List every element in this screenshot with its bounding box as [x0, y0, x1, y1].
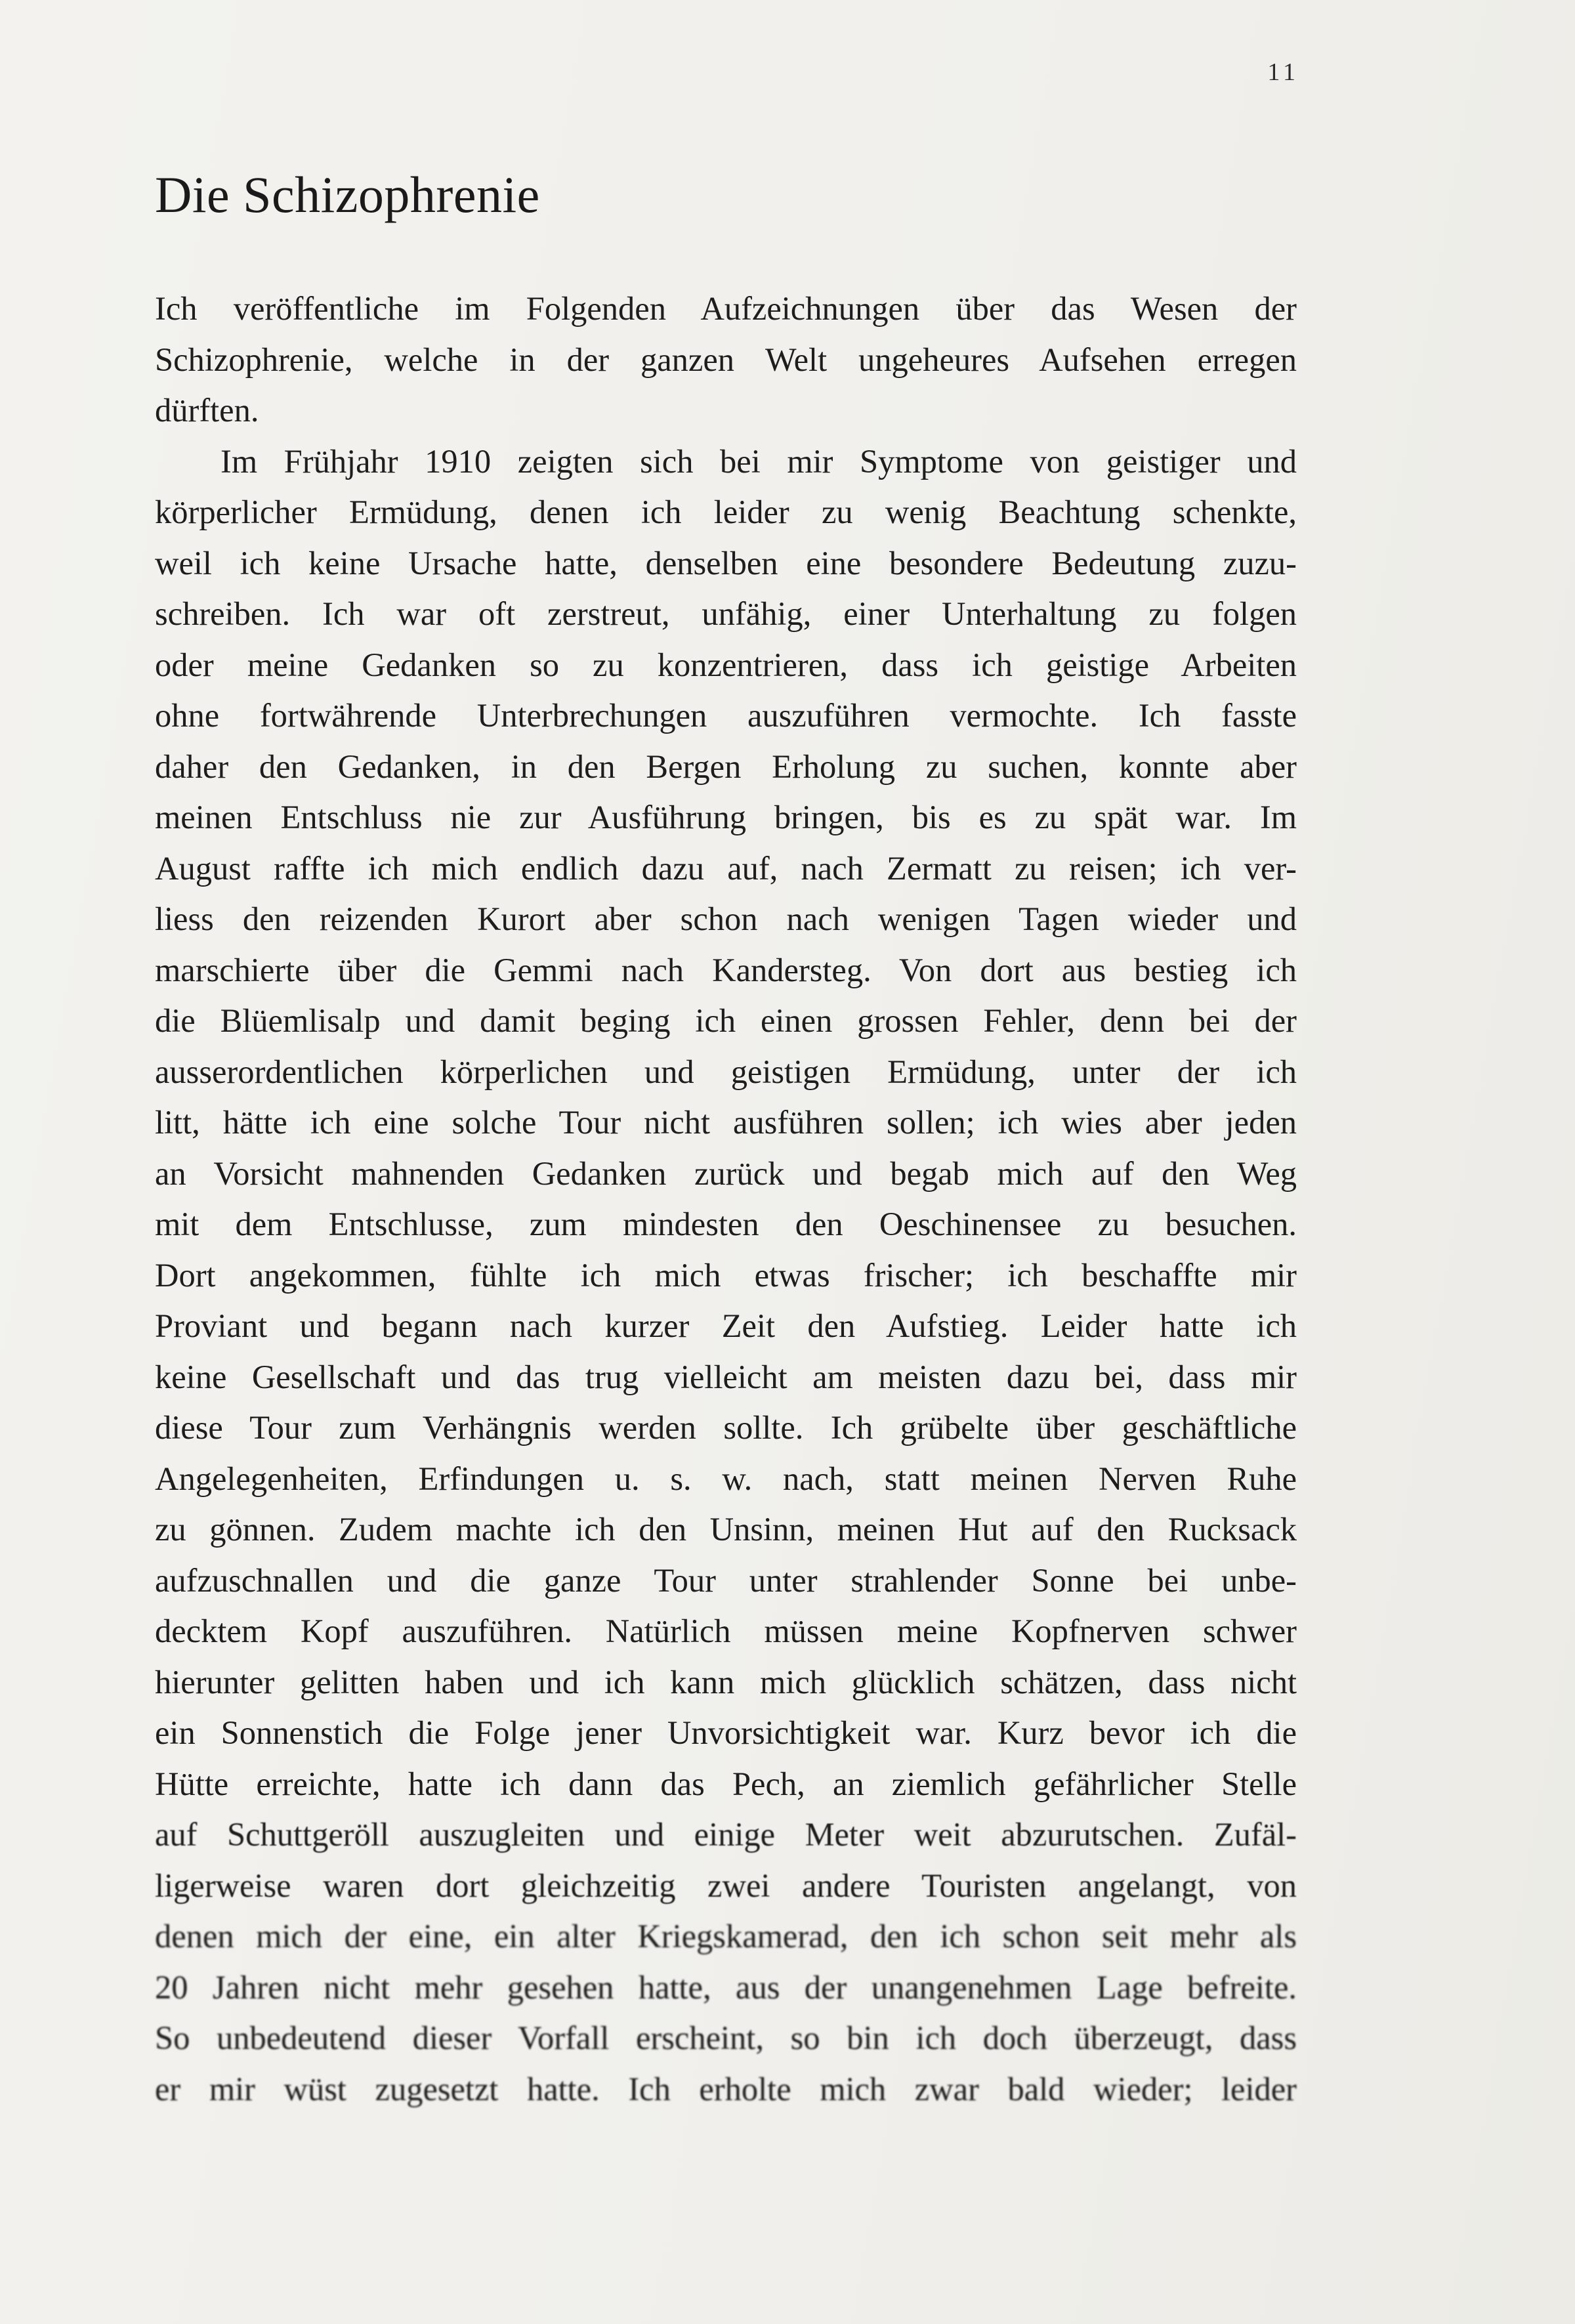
text-line: meinen Entschluss nie zur Ausführung bringen, bis es zu spät war. Im [155, 799, 1297, 835]
text-line: ausserordentlichen körperlichen und geistigen Ermüdung, unter der ich [155, 1053, 1297, 1090]
text-line: liess den reizenden Kurort aber schon nach wenigen Tagen wieder und [155, 900, 1297, 937]
page-number: 11 [1267, 58, 1299, 86]
text-line: Proviant und begann nach kurzer Zeit den Aufstieg. Leider hatte ich [155, 1307, 1297, 1344]
text-line: ligerweise waren dort gleichzeitig zwei andere Touristen angelangt, von [155, 1867, 1297, 1904]
text-line: ein Sonnenstich die Folge jener Unvorsichtigkeit war. Kurz bevor ich die [155, 1714, 1297, 1751]
text-line: daher den Gedanken, in den Bergen Erholung zu suchen, konnte aber [155, 748, 1297, 785]
text-line: die Blüemlisalp und damit beging ich einen grossen Fehler, denn bei der [155, 1002, 1297, 1039]
text-line: oder meine Gedanken so zu konzentrieren, dass ich geistige Arbeiten [155, 646, 1297, 683]
text-line: litt, hätte ich eine solche Tour nicht ausführen sollen; ich wies aber jeden [155, 1104, 1297, 1141]
text-line: schreiben. Ich war oft zerstreut, unfähig, einer Unterhaltung zu folgen [155, 595, 1297, 632]
text-line: er mir wüst zugesetzt hatte. Ich erholte mich zwar bald wieder; leider [155, 2070, 1297, 2107]
body-text [155, 284, 1297, 2115]
text-line: August raffte ich mich endlich dazu auf, nach Zermatt zu reisen; ich ver- [155, 849, 1297, 887]
text-line: So unbedeutend dieser Vorfall erscheint, so bin ich doch überzeugt, dass [155, 2019, 1297, 2056]
text-line: Dort angekommen, fühlte ich mich etwas frischer; ich beschaffte mir [155, 1256, 1297, 1294]
text-line: Angelegenheiten, Erfindungen u. s. w. nach, statt meinen Nerven Ruhe [155, 1460, 1297, 1497]
text-line: Hütte erreichte, hatte ich dann das Pech, an ziemlich gefährlicher Stelle [155, 1765, 1297, 1802]
text-line: Im Frühjahr 1910 zeigten sich bei mir Symptome von geistiger und [220, 442, 1297, 480]
text-line: weil ich keine Ursache hatte, denselben eine besondere Bedeutung zuzu- [155, 544, 1297, 581]
text-line: denen mich der eine, ein alter Kriegskamerad, den ich schon seit mehr als [155, 1918, 1297, 1954]
text-line: diese Tour zum Verhängnis werden sollte. Ich grübelte über geschäftliche [155, 1409, 1297, 1446]
chapter-title: Die Schizophrenie [155, 166, 540, 223]
text-line: auf Schuttgeröll auszugleiten und einige Meter weit abzurutschen. Zufäl- [155, 1816, 1297, 1853]
text-line: 20 Jahren nicht mehr gesehen hatte, aus der unangenehmen Lage befreite. [155, 1968, 1297, 2006]
text-line: dürften. [155, 392, 259, 429]
text-line: zu gönnen. Zudem machte ich den Unsinn, meinen Hut auf den Rucksack [155, 1511, 1297, 1548]
text-line: hierunter gelitten haben und ich kann mich glücklich schätzen, dass nicht [155, 1663, 1297, 1701]
text-line: Schizophrenie, welche in der ganzen Welt ungeheures Aufsehen erregen [155, 341, 1297, 378]
text-line: an Vorsicht mahnenden Gedanken zurück und begab mich auf den Weg [155, 1154, 1297, 1192]
text-line: Ich veröffentliche im Folgenden Aufzeichnungen über das Wesen der [155, 290, 1297, 327]
text-line: mit dem Entschlusse, zum mindesten den Oeschinensee zu besuchen. [155, 1206, 1297, 1242]
text-line: aufzuschnallen und die ganze Tour unter strahlender Sonne bei unbe- [155, 1561, 1297, 1599]
text-line: decktem Kopf auszuführen. Natürlich müssen meine Kopfnerven schwer [155, 1613, 1297, 1649]
text-line: körperlicher Ermüdung, denen ich leider zu wenig Beachtung schenkte, [155, 494, 1297, 530]
text-line: marschierte über die Gemmi nach Kandersteg. Von dort aus bestieg ich [155, 951, 1297, 988]
text-line: ohne fortwährende Unterbrechungen auszuführen vermochte. Ich fasste [155, 697, 1297, 734]
text-line: keine Gesellschaft und das trug vielleicht am meisten dazu bei, dass mir [155, 1358, 1297, 1395]
